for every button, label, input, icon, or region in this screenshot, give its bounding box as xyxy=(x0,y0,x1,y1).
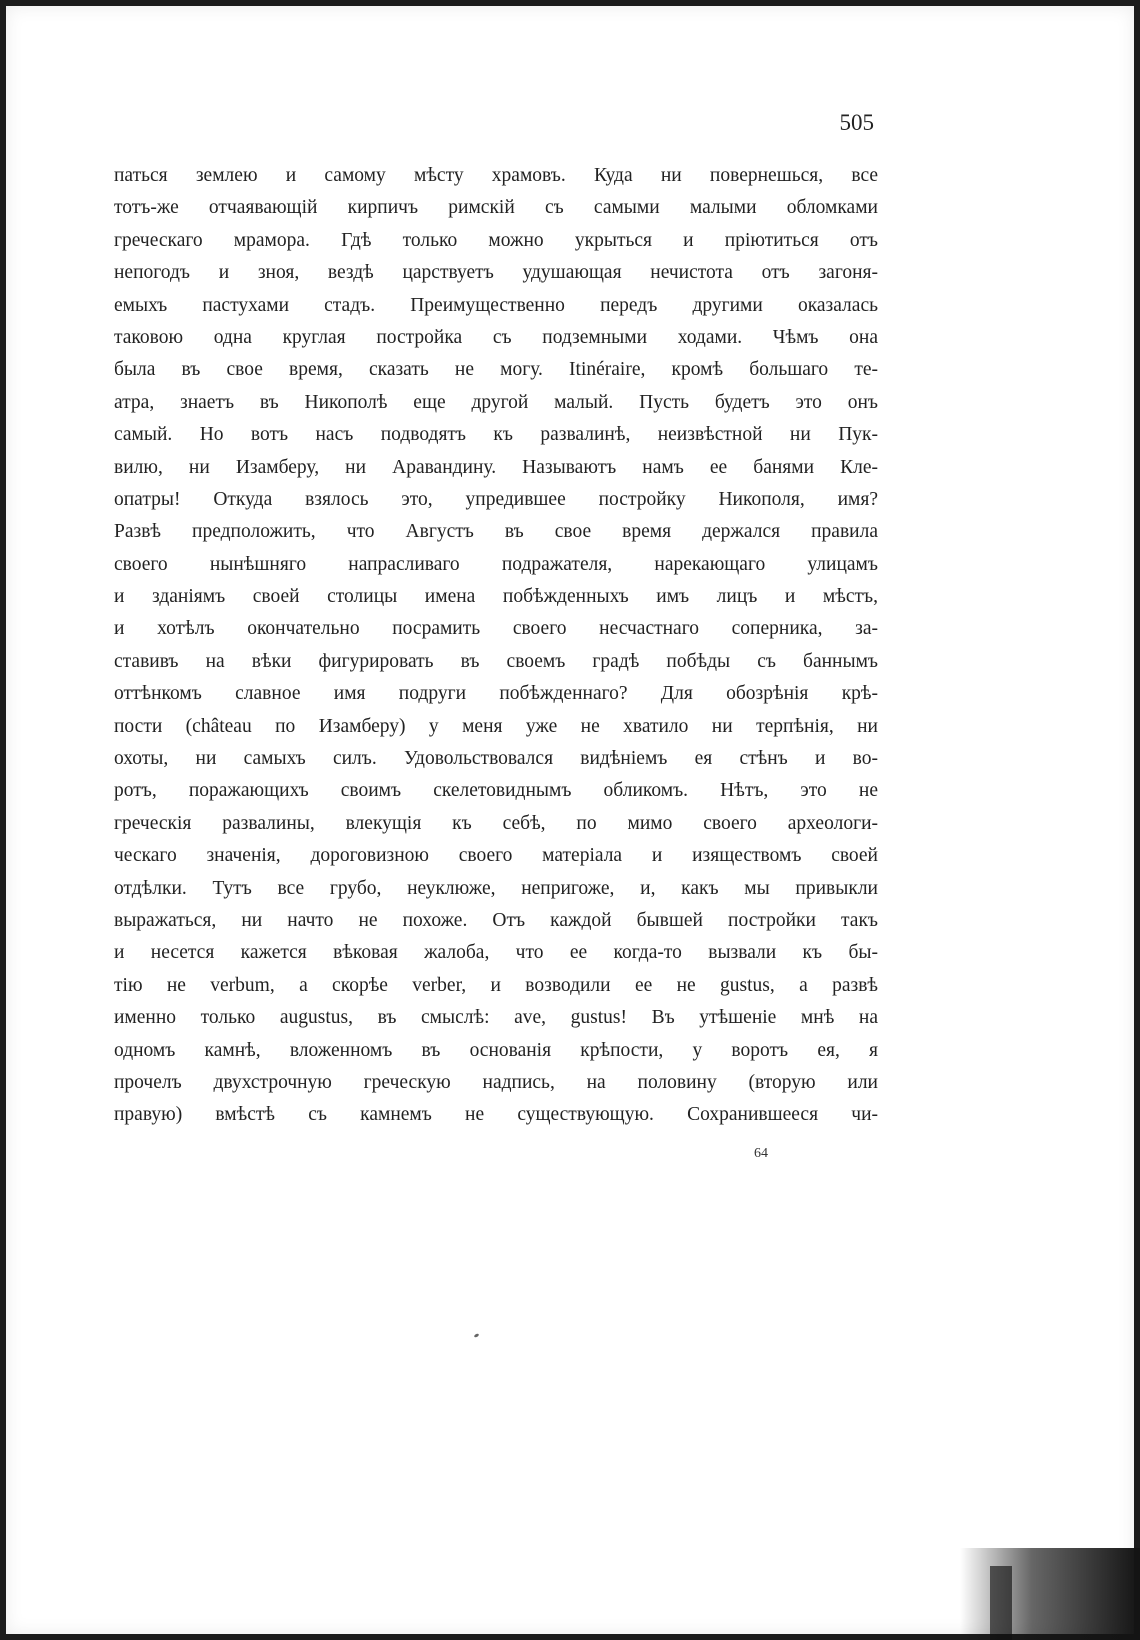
text-line-18: пости (château по Изамберу) у меня уже не хватило ни терпѣнія, ни xyxy=(114,715,878,737)
text-line-3: греческаго мрамора. Гдѣ только можно укрыться и пріютиться отъ xyxy=(114,229,878,251)
text-line-7: была въ свое время, сказать не могу. Itinéraire, кромѣ большаго те- xyxy=(114,359,878,381)
text-line-2: тотъ-же отчаявающій кирпичъ римскій съ самыми малыми обломками xyxy=(114,197,878,219)
text-line-19: охоты, ни самыхъ силъ. Удовольствовался видѣніемъ ея стѣнъ и во- xyxy=(114,748,878,770)
text-line-20: ротъ, поражающихъ своимъ скелетовиднымъ обликомъ. Нѣтъ, это не xyxy=(114,780,878,802)
paper-speck xyxy=(474,1333,480,1338)
text-line-23: отдѣлки. Тутъ все грубо, неуклюже, непригоже, и, какъ мы привыкли xyxy=(114,877,878,899)
text-line-26: тію не verbum, а скорѣе verber, и возводили ее не gustus, а развѣ xyxy=(114,974,878,996)
text-line-1: паться землею и самому мѣсту храмовъ. Куда ни повернешься, все xyxy=(114,165,878,186)
text-line-28: одномъ камнѣ, вложенномъ въ основанія крѣпости, у воротъ ея, я xyxy=(114,1039,878,1061)
scan-binding-shadow xyxy=(990,1566,1012,1640)
text-line-8: атра, знаетъ въ Никополѣ еще другой малый. Пусть будетъ это онъ xyxy=(114,391,878,413)
scan-shadow-edge xyxy=(960,1548,1140,1640)
text-line-25: и несется кажется вѣковая жалоба, что ее когда-то вызвали къ бы- xyxy=(114,942,878,964)
text-line-15: и хотѣлъ окончательно посрамить своего несчастнаго соперника, за- xyxy=(114,618,878,640)
page-number: 505 xyxy=(839,110,874,135)
text-line-6: таковою одна круглая постройка съ подземными ходами. Чѣмъ она xyxy=(114,326,878,348)
text-line-13: своего нынѣшняго напрасливаго подражателя, нарекающаго улицамъ xyxy=(114,553,878,575)
text-line-4: непогодъ и зноя, вездѣ царствуетъ удушающая нечистота отъ загоня- xyxy=(114,262,878,284)
text-line-11: опатры! Откуда взялось это, упредившее постройку Никополя, имя? xyxy=(114,488,878,510)
text-line-12: Развѣ предположить, что Августъ въ свое время держался правила xyxy=(114,521,878,543)
text-line-27: именно только augustus, въ смыслѣ: ave, gustus! Въ утѣшеніе мнѣ на xyxy=(114,1007,878,1029)
text-line-5: емыхъ пастухами стадъ. Преимущественно передъ другими оказалась xyxy=(114,294,878,316)
text-line-10: вилю, ни Изамберу, ни Аравандину. Называютъ намъ ее банями Кле- xyxy=(114,456,878,478)
text-line-9: самый. Но вотъ насъ подводятъ къ развалинѣ, неизвѣстной ни Пук- xyxy=(114,424,878,446)
text-line-22: ческаго значенія, дороговизною своего матеріала и изяществомъ своей xyxy=(114,845,878,867)
text-line-24: выражаться, ни начто не похоже. Отъ каждой бывшей постройки такъ xyxy=(114,909,878,931)
text-line-29: прочелъ двухстрочную греческую надпись, на половину (вторую или xyxy=(114,1071,878,1093)
text-line-17: оттѣнкомъ славное имя подруги побѣжденнаго? Для обозрѣнія крѣ- xyxy=(114,683,878,705)
text-line-30: правую) вмѣстѣ съ камнемъ не существующую. Сохранившееся чи- xyxy=(114,1104,878,1126)
text-line-14: и зданіямъ своей столицы имена побѣжденныхъ имъ лицъ и мѣстъ, xyxy=(114,586,878,608)
text-line-21: греческія развалины, влекущія къ себѣ, по мимо своего археологи- xyxy=(114,812,878,834)
text-line-16: ставивъ на вѣки фигурировать въ своемъ градѣ побѣды съ баннымъ xyxy=(114,650,878,672)
book-page xyxy=(6,6,1134,1634)
signature-mark: 64 xyxy=(754,1146,768,1161)
body-text xyxy=(114,160,878,1132)
